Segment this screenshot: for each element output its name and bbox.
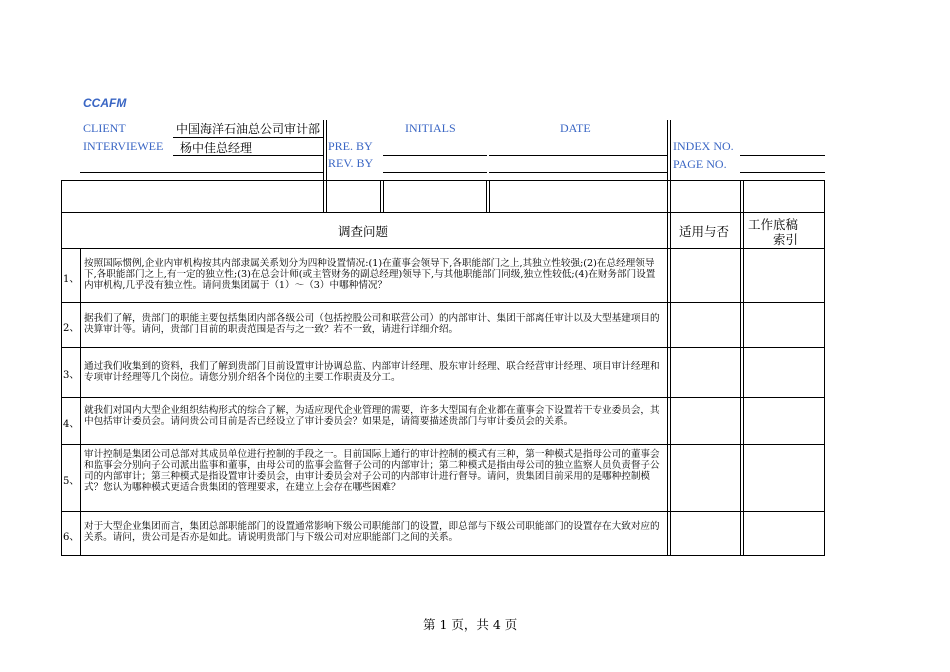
client-underline (173, 137, 323, 138)
col-header-applicable: 适用与否 (679, 224, 730, 239)
table-header-top-line (61, 212, 825, 213)
row-separator (61, 347, 825, 348)
row-separator (61, 302, 825, 303)
question-text: 通过我们收集到的资料，我们了解到贵部门目前设置审计协调总监、内部审计经理、股东审计经理、联合经营审计经理、项目审计经理和专项审计经理等几个岗位。请您分别介绍各个岗位的主要工作职责及分工。 (84, 361, 660, 383)
question-text: 审计控制是集团公司总部对其成员单位进行控制的手段之一。目前国际上通行的审计控制的模式有三种，第一种模式是指母公司的董事会和监事会分别向子公司派出监事和董事，由母公司的监事会监督子公司的内部审计；第二种模式是指由母公司的独立监察人员负责督子公司的内部审计；第三种模式是指设置审计委员会，由审计委员会对子公司的内部审计进行督导。请问，贵集团目前采用的是哪种控制模式？您认为哪种模式更适合贵集团的管理要求，在建立上会存在哪些困难？ (84, 449, 660, 493)
divider (323, 120, 324, 212)
divider (326, 120, 327, 212)
row-separator (61, 397, 825, 398)
interviewee-label: INTERVIEWEE (83, 139, 164, 153)
row-number: 6、 (63, 532, 80, 543)
row-separator (61, 511, 825, 512)
interviewee-underline (173, 155, 323, 156)
divider (667, 120, 668, 212)
pre-by-underline (383, 155, 487, 156)
table-right-border (824, 180, 825, 556)
question-text: 对于大型企业集团而言，集团总部职能部门的设置通常影响下级公司职能部门的设置，即总部与下级公司职能部门的设置存在大致对应的关系。请问，贵公司是否亦是如此。请说明贵部门与下级公司对应职能部门之间的关系。 (84, 521, 660, 543)
col-header-index: 工作底稿 (748, 217, 799, 232)
row-number: 5、 (63, 476, 80, 487)
page-no-underline (740, 172, 825, 173)
row-number: 4、 (63, 419, 80, 430)
divider (380, 180, 381, 212)
interviewee-value: 杨中佳总经理 (180, 141, 253, 155)
col-header-question: 调查问题 (338, 224, 389, 239)
table-top-line (61, 180, 825, 181)
page-no-label: PAGE NO. (673, 157, 727, 171)
divider (489, 180, 490, 212)
row-separator (61, 444, 825, 445)
question-text: 按照国际惯例,企业内审机构按其内部隶属关系划分为四种设置情况:(1)在董事会领导下,各职能部门之上,其独立性较强;(2)在总经理领导下,各职能部门之上,有一定的独立性;(3)在总会计师(或主管财务的副总经理)领导下,与其他职能部门同级,独立性较低;(4)在财务部门设置内审机构,几乎没有独立性。请问贵集团属于（1）～（3）中哪种情况？ (84, 258, 656, 291)
col-header-index-line2: 索引 (773, 232, 799, 247)
row-number: 2、 (63, 323, 80, 334)
rev-by-underline (383, 172, 487, 173)
initials-label: INITIALS (405, 121, 456, 135)
question-text: 就我们对国内大型企业组织结构形式的综合了解，为适应现代企业管理的需要，许多大型国有企业都在董事会下设置若干专业委员会，其中包括审计委员会。请问贵公司目前是否已经设立了审计委员会？如果是，请简要描述贵部门与审计委员会的关系。 (84, 405, 660, 427)
divider (743, 180, 744, 556)
index-no-label: INDEX NO. (673, 139, 734, 153)
divider (80, 248, 81, 556)
divider (383, 180, 384, 212)
pre-by-label: PRE. BY (328, 139, 373, 153)
row-number: 1、 (63, 274, 80, 285)
date-label: DATE (560, 121, 591, 135)
client-value: 中国海洋石油总公司审计部 (176, 122, 321, 136)
client-label: CLIENT (83, 121, 126, 135)
question-text: 据我们了解，贵部门的职能主要包括集团内部各级公司（包括控股公司和联营公司）的内部审计、集团干部离任审计以及大型基建项目的决算审计等。请问，贵部门目前的职责范围是否与之一致？若不一致，请进行详细介绍。 (84, 313, 660, 335)
rev-date-underline (489, 172, 667, 173)
row-number: 3、 (63, 370, 80, 381)
table-left-border (61, 180, 62, 556)
table-bottom-line (61, 555, 825, 556)
pre-date-underline (489, 155, 667, 156)
divider (740, 180, 741, 556)
divider (670, 180, 671, 556)
index-no-underline (740, 155, 825, 156)
page-footer: 第 1 页，共 4 页 (423, 617, 518, 632)
logo: CCAFM (83, 96, 127, 110)
divider (486, 180, 487, 212)
header-bottom-line (80, 172, 323, 173)
rev-by-label: REV. BY (328, 156, 374, 170)
divider (667, 212, 668, 556)
table-header-bottom-line (61, 248, 825, 249)
